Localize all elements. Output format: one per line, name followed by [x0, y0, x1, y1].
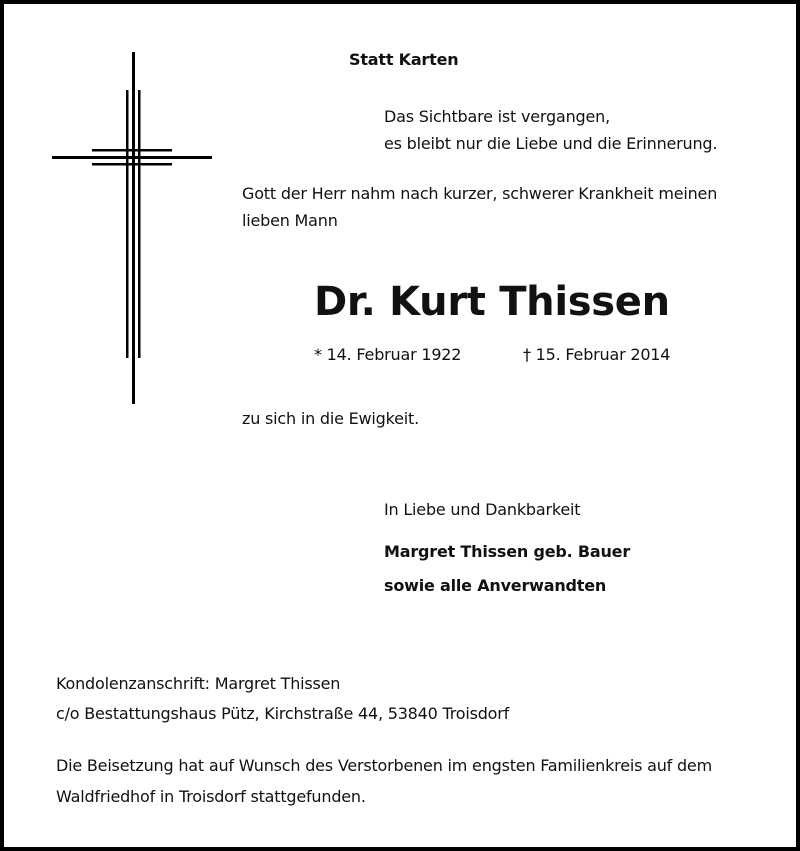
death-date: † 15. Februar 2014	[523, 345, 671, 364]
closing-line: zu sich in die Ewigkeit.	[242, 409, 419, 428]
verse-line-1: Das Sichtbare ist vergangen,	[384, 107, 610, 126]
condolence-address-line-2: c/o Bestattungshaus Pütz, Kirchstraße 44, 53840 Troisdorf	[56, 704, 510, 723]
cross-icon	[52, 52, 214, 407]
burial-note-line-1: Die Beisetzung hat auf Wunsch des Verstorbenen im engsten Familienkreis auf dem	[56, 756, 712, 775]
intro-line-1: Gott der Herr nahm nach kurzer, schwerer Krankheit meinen	[242, 184, 718, 203]
header-statt-karten: Statt Karten	[349, 50, 459, 69]
mourner-name: Margret Thissen geb. Bauer	[384, 542, 631, 561]
intro-line-2: lieben Mann	[242, 211, 338, 230]
signoff: In Liebe und Dankbarkeit	[384, 500, 581, 519]
verse-line-2: es bleibt nur die Liebe und die Erinnerung.	[384, 134, 718, 153]
condolence-address-line-1: Kondolenzanschrift: Margret Thissen	[56, 674, 341, 693]
burial-note-line-2: Waldfriedhof in Troisdorf stattgefunden.	[56, 787, 366, 806]
mourner-relatives: sowie alle Anverwandten	[384, 576, 607, 595]
deceased-name: Dr. Kurt Thissen	[314, 279, 670, 325]
birth-date: * 14. Februar 1922	[314, 345, 462, 364]
